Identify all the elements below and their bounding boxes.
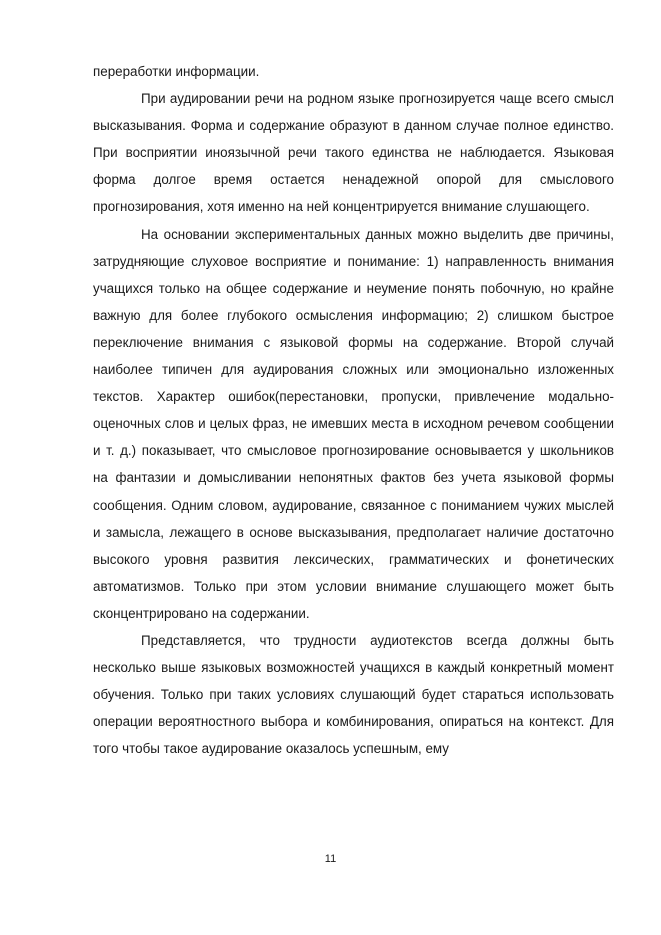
document-body [93,58,614,762]
paragraph: На основании экспериментальных данных можно выделить две причины, затрудняющие слуховое восприятие и понимание: 1) направленность внимания учащихся только на общее содержание и неумение понять побочную, но крайне важную для более глубокого осмысления информацию; 2) слишком быстрое переключение внимания с языковой формы на содержание. Второй случай наиболее типичен для аудирования сложных или эмоционально изложенных текстов. Характер ошибок(перестановки, пропуски, привлечение модально-оценочных слов и целых фраз, не имевших места в исходном речевом сообщении и т. д.) показывает, что смысловое прогнозирование основывается у школьников на фантазии и домысливании непонятных фактов без учета языковой формы сообщения. Одним словом, аудирование, связанное с пониманием чужих мыслей и замысла, лежащего в основе высказывания, предполагает наличие достаточно высокого уровня развития лексических, грамматических и фонетических автоматизмов. Только при этом условии внимание слушающего может быть сконцентрировано на содержании. [93,226,614,621]
page-number: 11 [324,853,337,865]
paragraph: Представляется, что трудности аудиотекстов всегда должны быть несколько выше языковых возможностей учащихся в каждый конкретный момент обучения. Только при таких условиях слушающий будет стараться использовать операции вероятностного выбора и комбинирования, опираться на контекст. Для того чтобы такое аудирование оказалось успешным, ему [93,632,614,757]
paragraph: При аудировании речи на родном языке прогнозируется чаще всего смысл высказывания. Форма и содержание образуют в данном случае полное единство. При восприятии иноязычной речи такого единства не наблюдается. Языковая форма долгое время остается ненадежной опорой для смыслового прогнозирования, хотя именно на ней концентрируется внимание слушающего. [93,91,614,215]
paragraph-continuation: переработки информации. [93,64,260,79]
